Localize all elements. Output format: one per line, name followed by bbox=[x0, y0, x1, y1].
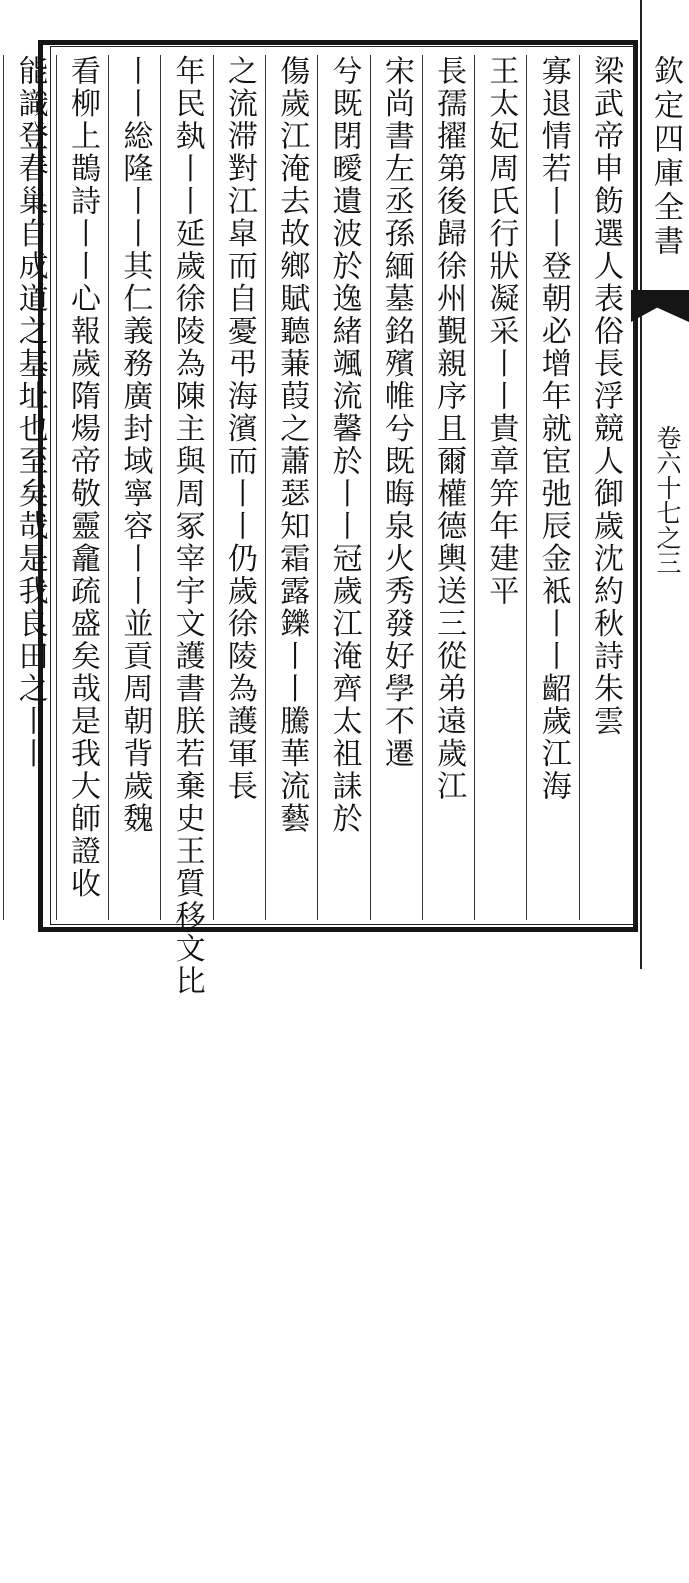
text-column-12: 能識登春巢自成道之基址也至矣哉是我良田之丨丨 bbox=[3, 55, 55, 920]
text-column-6: 兮既閉曖遺波於逸緒颯流馨於丨丨冠歲江淹齊太祖誄於 bbox=[317, 55, 369, 920]
text-column-11: 看柳上鵲詩丨丨心報歲隋煬帝敬靈龕疏盛矣哉是我大師證收 bbox=[56, 55, 108, 920]
volume-label: 卷六十七之三 bbox=[653, 425, 682, 575]
text-column-4: 長孺擢第後歸徐州覲親序且爾權德輿送三從弟遠歲江 bbox=[422, 55, 474, 920]
text-column-10: 丨丨総隆丨丨其仁義務廣封域寧容丨丨並貢周朝背歲魏 bbox=[108, 55, 160, 920]
text-column-8: 之流滞對江皐而自憂弔海濱而丨丨仍歲徐陵為護軍長 bbox=[213, 55, 265, 920]
text-column-5: 宋尚書左丞孫緬墓銘殯帷兮既晦泉火秀發好學不遷 bbox=[370, 55, 422, 920]
text-column-7: 傷歲江淹去故鄉賦聽蒹葭之蕭瑟知霜露鑠丨丨騰華流藝 bbox=[265, 55, 317, 920]
text-column-3: 王太妃周氏行狀凝采丨丨貴章笄年建平 bbox=[474, 55, 526, 920]
text-column-1: 梁武帝申飭選人表俗長浮競人御歲沈約秋詩朱雲 bbox=[579, 55, 631, 920]
text-column-2: 寡退情若丨丨登朝必增年就宦弛辰金袛丨丨齠歲江海 bbox=[526, 55, 578, 920]
text-columns bbox=[12, 55, 631, 998]
book-title: 欽定四庫全書 bbox=[648, 55, 683, 259]
text-column-9: 年民埶丨丨延歲徐陵為陳主與周冢宰宇文護書朕若棄史王質移文比 bbox=[160, 55, 212, 920]
